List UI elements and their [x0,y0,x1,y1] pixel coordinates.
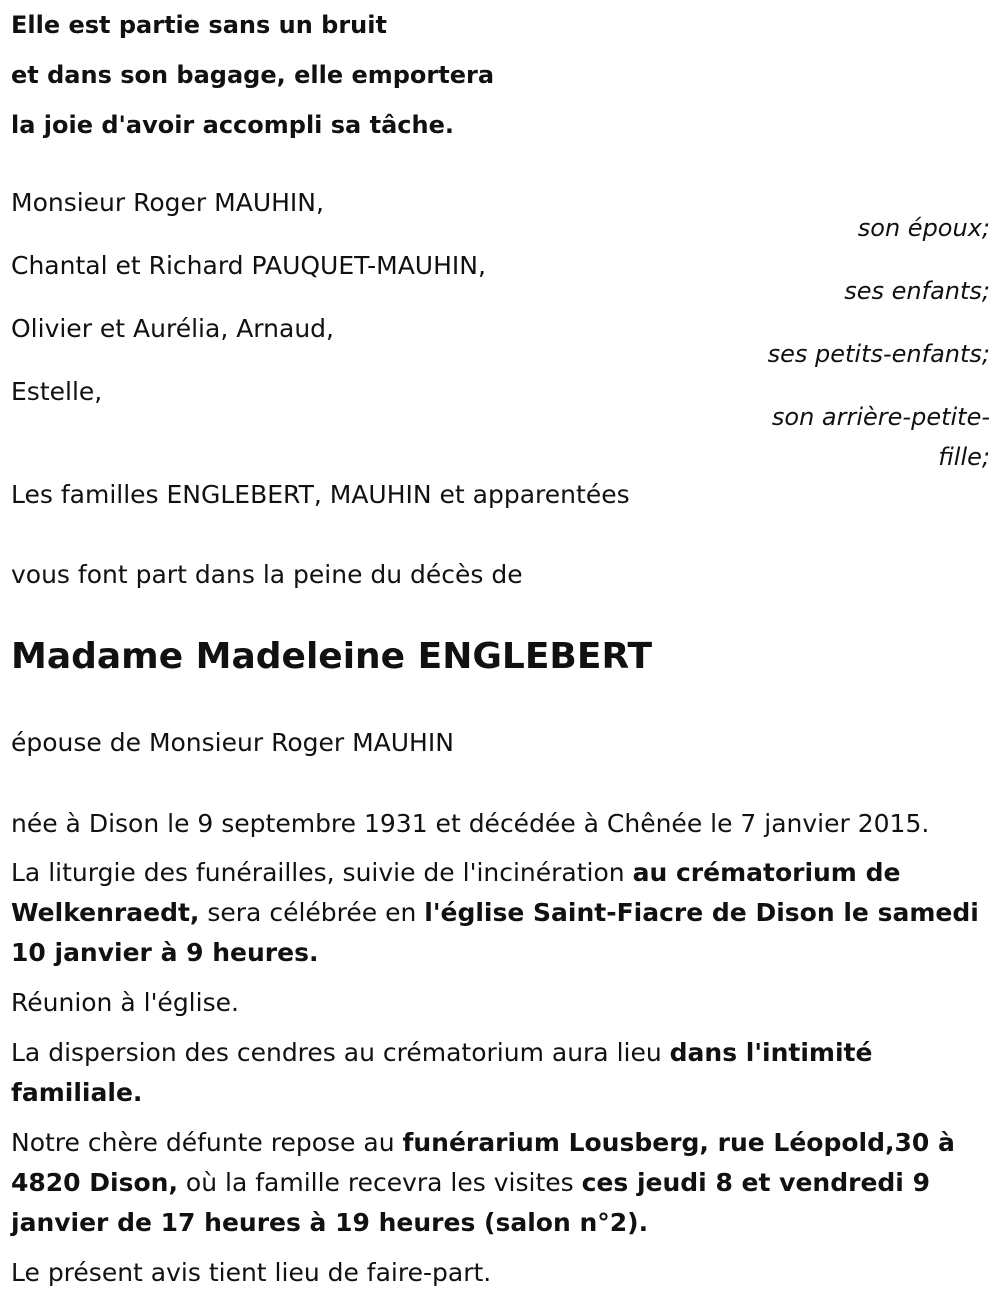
liturgy-church: l'église Saint-Fiacre de Dison le samedi 10 janvier à 9 heures. [11,898,979,967]
funeral-details [11,853,986,1303]
family-name: Estelle, [11,377,103,406]
family-name: Chantal et Richard PAUQUET-MAUHIN, [11,251,486,280]
reunion-paragraph: Réunion à l'église. [11,988,239,1017]
liturgy-place: au crématorium de Welkenraedt, [11,858,901,927]
family-role: ses enfants; [844,277,990,305]
deceased-name: Madame Madeleine ENGLEBERT [11,636,653,677]
visiting-hours: ces jeudi 8 et vendredi 9 janvier de 17 heures à 19 heures (salon n°2). [11,1168,930,1237]
liturgy-text: La liturgie des funérailles, suivie de l'incinération [11,858,633,887]
family-role-line: fille; [938,443,990,471]
dispersion-text: La dispersion des cendres au crématorium aura lieu [11,1038,670,1067]
family-role: ses petits-enfants; [767,340,990,368]
family-name: Monsieur Roger MAUHIN, [11,188,324,217]
dates-line: née à Dison le 9 septembre 1931 et décédée à Chênée le 7 janvier 2015. [11,809,930,838]
liturgy-paragraph [11,853,986,973]
rest-text: où la famille recevra les visites [177,1168,582,1197]
spouse-line: épouse de Monsieur Roger MAUHIN [11,728,454,757]
dispersion-paragraph [11,1033,986,1113]
dispersion-detail: dans l'intimité familiale. [11,1038,873,1107]
poem [11,0,494,150]
rest-text: Notre chère défunte repose au [11,1128,403,1157]
family-role: son époux; [857,214,990,242]
rest-paragraph [11,1123,986,1243]
funeral-home: funérarium Lousberg, rue Léopold,30 à 4820 Dison, [11,1128,955,1197]
poem-line: et dans son bagage, elle emportera [11,61,495,89]
poem-line: la joie d'avoir accompli sa tâche. [11,111,454,139]
poem-line: Elle est partie sans un bruit [11,11,387,39]
liturgy-text: sera célébrée en [199,898,425,927]
families-line: Les familles ENGLEBERT, MAUHIN et apparentées [11,480,630,509]
announce-line: vous font part dans la peine du décès de [11,560,523,589]
closing-paragraph: Le présent avis tient lieu de faire-part. [11,1258,492,1287]
family-name: Olivier et Aurélia, Arnaud, [11,314,334,343]
family-role-line: son arrière-petite- [771,403,990,431]
family-role [772,397,990,477]
